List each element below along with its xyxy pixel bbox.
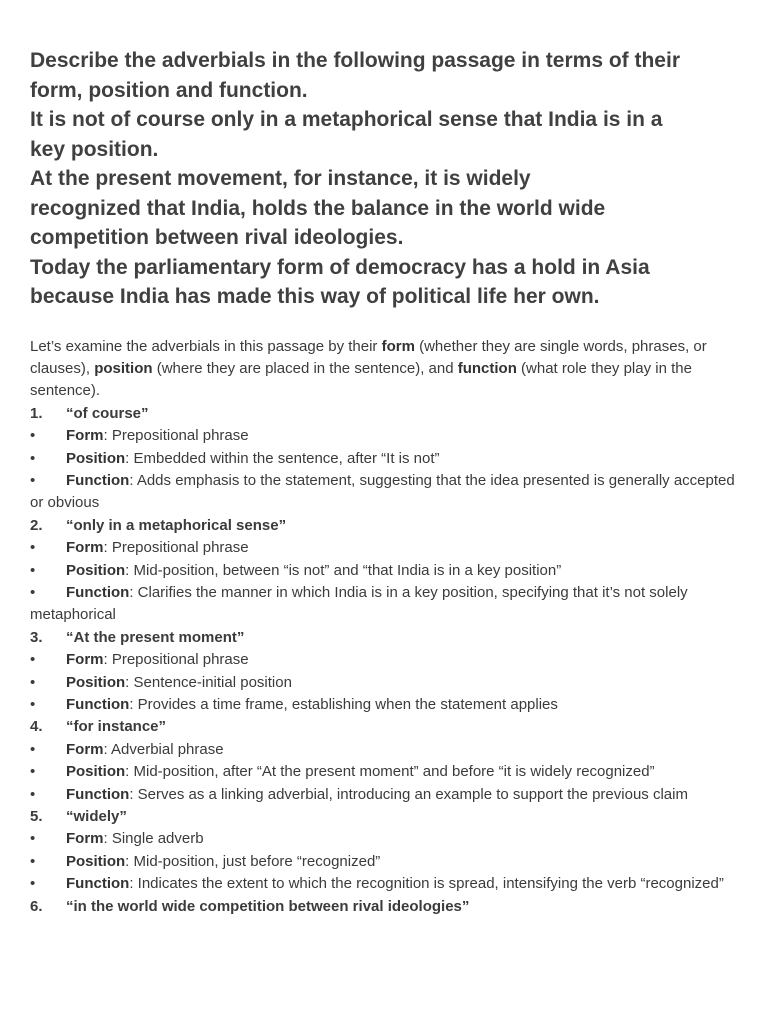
list-item-heading: 5. “widely” [30,808,127,826]
list-item-heading: 3. “At the present moment” [30,628,245,646]
list-item-position: • Position: Mid-position, between “is not” and “that India is in a key position” [30,561,562,579]
question-line: Describe the adverbials in the following passage in terms of their [30,49,680,72]
answer-intro: Let’s examine the adverbials in this passage by their form (whether they are single words, phrases, or clauses), position (where they are placed in the sentence), and function (what role they play in the sentence). [30,337,707,400]
passage-line: At the present movement, for instance, it is widely [30,167,531,190]
list-item-form: • Form: Single adverb [30,830,204,848]
passage-line: because India has made this way of political life her own. [30,285,600,308]
question-line: form, position and function. [30,78,308,102]
list-item-heading: 2. “only in a metaphorical sense” [30,516,287,534]
list-item-form: • Form: Prepositional phrase [30,651,249,669]
intro-function-term: function [457,359,517,377]
intro-position-term: position [94,359,153,377]
list-item-position: • Position: Mid-position, after “At the present moment” and before “it is widely recognized” [30,763,655,781]
passage-line: Today the parliamentary form of democracy has a hold in Asia [30,255,650,279]
list-item-position: • Position: Embedded within the sentence, after “It is not” [30,449,440,467]
list-item-form: • Form: Adverbial phrase [30,740,224,758]
passage-line: recognized that India, holds the balance in the world wide [30,196,606,220]
passage-line: It is not of course only in a metaphorical sense that India is in a [30,108,663,131]
list-item-heading: 1. “of course” [30,404,149,422]
list-item-position: • Position: Mid-position, just before “recognized” [30,852,381,870]
list-item-function: • Function: Indicates the extent to which the recognition is spread, intensifying the verb “recognized” [30,875,724,893]
list-item-function: • Function: Serves as a linking adverbial, introducing an example to support the previous claim [30,785,688,803]
passage-line: competition between rival ideologies. [30,226,404,249]
list-item-function: • Function: Clarifies the manner in which India is in a key position, specifying that it’s not solely metaphorical [30,583,688,624]
list-item-function: • Function: Adds emphasis to the statement, suggesting that the idea presented is generally accepted or obvious [30,471,735,512]
list-item-position: • Position: Sentence-initial position [30,673,292,691]
question-block [30,46,730,312]
list-item-form: • Form: Prepositional phrase [30,427,249,445]
list-item-form: • Form: Prepositional phrase [30,539,249,557]
list-item-heading: 6. “in the world wide competition between rival ideologies” [30,897,470,915]
passage-line: key position. [30,137,159,161]
intro-form-term: form [381,337,415,355]
answer-block [30,336,738,919]
list-item-heading: 4. “for instance” [30,718,167,736]
list-item-function: • Function: Provides a time frame, establishing when the statement applies [30,696,558,713]
